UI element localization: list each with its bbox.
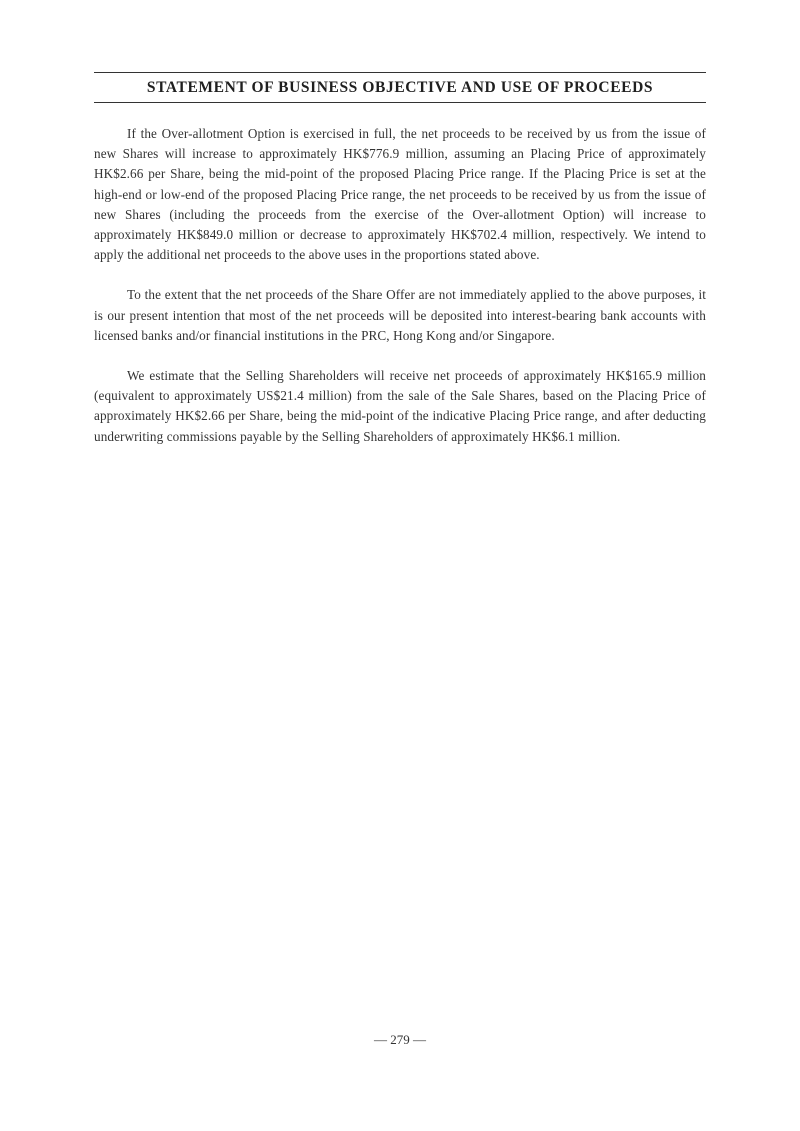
body-text [94, 124, 706, 467]
section-header [94, 72, 706, 103]
page-number: — 279 — [374, 1032, 426, 1047]
paragraph-over-allotment: If the Over-allotment Option is exercised in full, the net proceeds to be received by us from the issue of new Shares will increase to approximately HK$776.9 million, assuming an Placing Price of approximately HK$2.66 per Share, being the mid-point of the proposed Placing Price range. If the Placing Price is set at the high-end or low-end of the proposed Placing Price range, the net proceeds to be received by us from the issue of new Shares (including the proceeds from the exercise of the Over-allotment Option) will increase to approximately HK$849.0 million or decrease to approximately HK$702.4 million, respectively. We intend to apply the additional net proceeds to the above uses in the proportions stated above. [94, 126, 706, 263]
paragraph-selling-shareholders: We estimate that the Selling Shareholders will receive net proceeds of approximately HK$165.9 million (equivalent to approximately US$21.4 million) from the sale of the Sale Shares, based on the Placing Price of approximately HK$2.66 per Share, being the mid-point of the indicative Placing Price range, and after deducting underwriting commissions payable by the Selling Shareholders of approximately HK$6.1 million. [94, 368, 706, 444]
paragraph-deposit: To the extent that the net proceeds of the Share Offer are not immediately applied to the above purposes, it is our present intention that most of the net proceeds will be deposited into interest-bearing bank accounts with licensed banks and/or financial institutions in the PRC, Hong Kong and/or Singapore. [94, 287, 706, 343]
section-title: STATEMENT OF BUSINESS OBJECTIVE AND USE OF PROCEEDS [146, 78, 654, 96]
